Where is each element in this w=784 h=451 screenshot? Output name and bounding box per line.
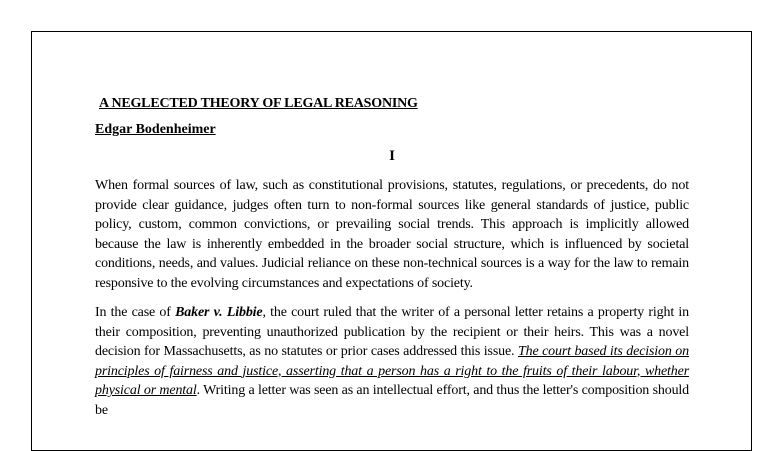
document-title: A NEGLECTED THEORY OF LEGAL REASONING [99,96,418,111]
paragraph-2 [95,303,689,420]
emphasized-text: The court based its decision on principles of fairness and justice, asserting that a person has a right to the fruits of their labour, whether physical or mental [95,344,690,398]
section-heading: I [389,148,395,164]
paragraph-2-text-2: . Writing a letter was seen as an intellectual effort, and thus the letter's composition should be [95,383,690,418]
document-content [95,95,689,420]
paragraph-1: When formal sources of law, such as constitutional provisions, statutes, regulations, or precedents, do not provide clear guidance, judges often turn to non-formal sources like general standards of justice, public policy, custom, common convictions, or prevailing social trends. This approach is implicitly allowed because the law is inherently embedded in the broader social structure, which is influenced by societal conditions, needs, and values. Judicial reliance on these non-technical sources is a way for the law to remain responsive to the evolving circumstances and expectations of society. [95,178,689,291]
document-page [31,31,752,451]
document-author: Edgar Bodenheimer [95,122,216,137]
paragraph-2-text-1: , the court ruled that the writer of a personal letter retains a property right in their composition, preventing unauthorized publication by the recipient or their heirs. This was a novel decision for Massachusetts, as no statutes or prior cases addressed this issue. [95,305,689,359]
case-name: Baker v. Libbie [175,305,263,320]
paragraph-2-lead: In the case of [95,305,176,320]
